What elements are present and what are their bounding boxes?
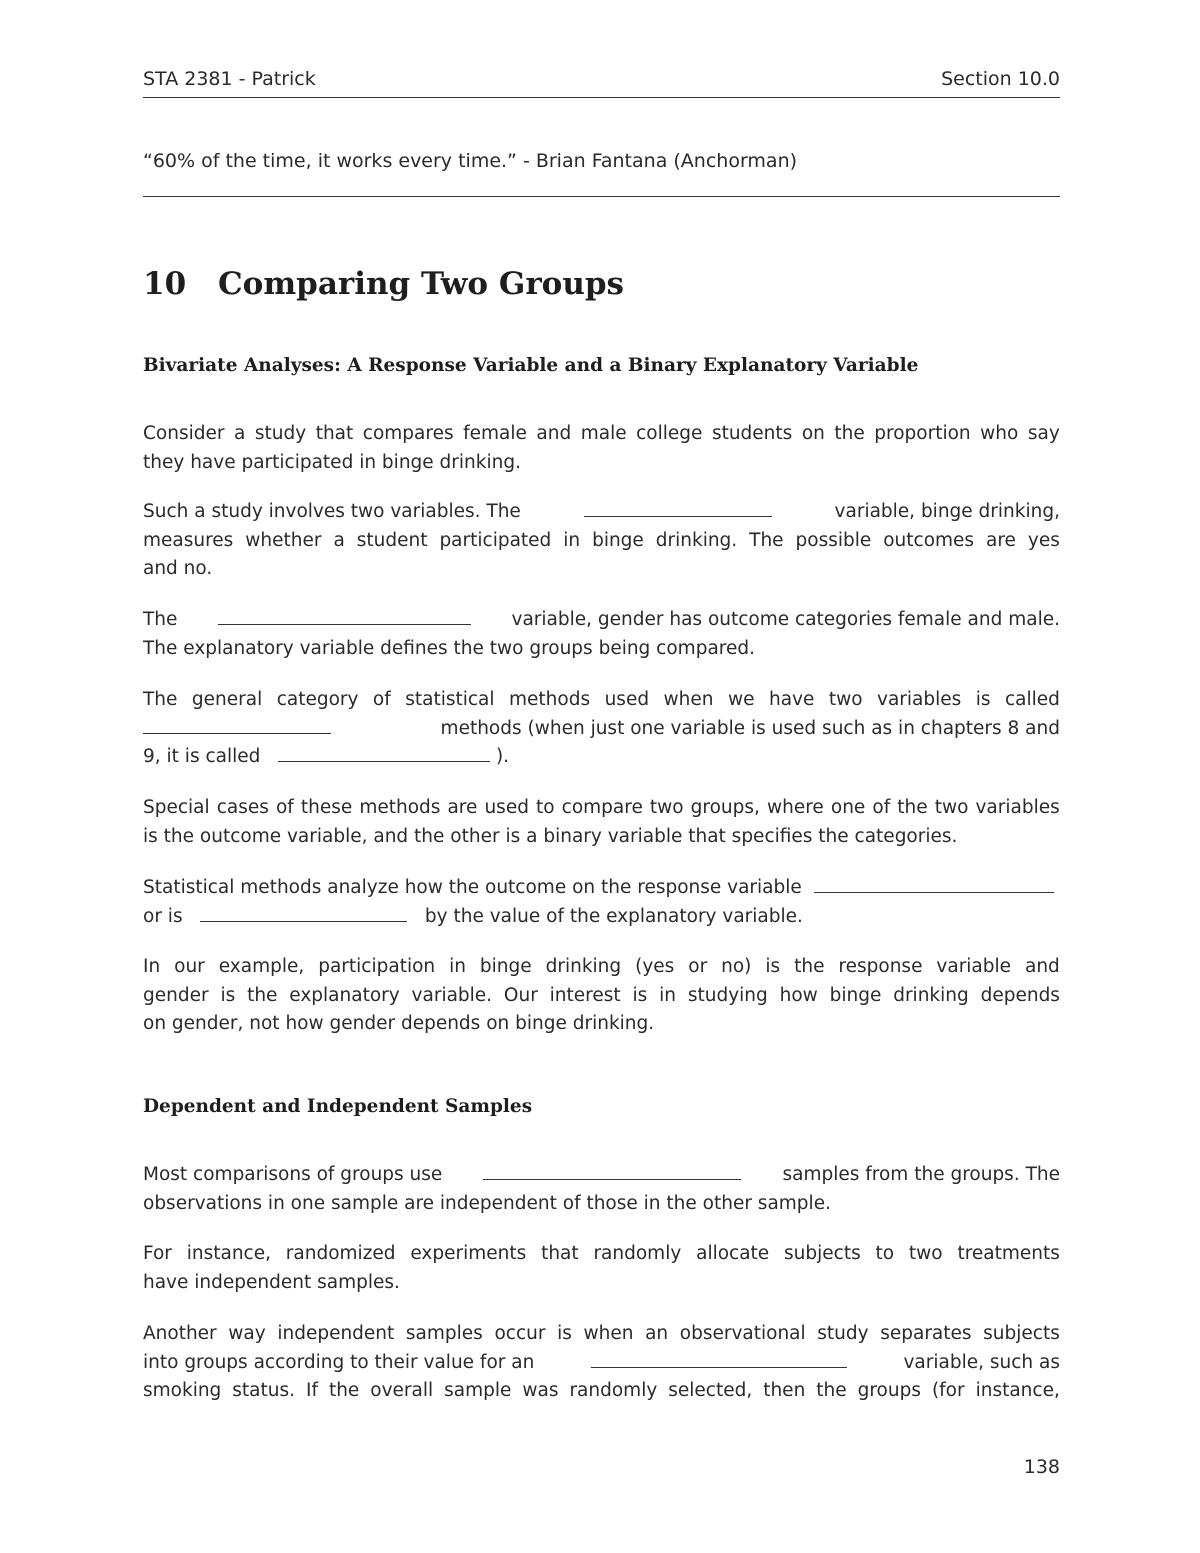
word: way xyxy=(228,1323,266,1344)
word: (for xyxy=(931,1380,965,1401)
text-segment: variable, binge drinking, xyxy=(834,501,1060,522)
fill-in-blank-depends[interactable] xyxy=(814,874,1054,893)
text-line xyxy=(143,1349,1060,1378)
word: whether xyxy=(245,529,322,551)
text-line xyxy=(143,420,1060,449)
word: experiments xyxy=(410,1243,527,1264)
word: and xyxy=(1025,956,1060,977)
word: proportion xyxy=(874,423,971,444)
word: compare xyxy=(561,797,643,818)
text-line xyxy=(143,743,1060,772)
word: binge xyxy=(592,529,644,551)
word: independent xyxy=(277,1323,395,1344)
word: used xyxy=(484,797,529,818)
word: the xyxy=(897,797,928,818)
word: measures xyxy=(143,529,234,551)
text-segment: or is xyxy=(143,905,183,927)
word: the xyxy=(247,984,278,1006)
word: who xyxy=(980,423,1019,444)
word: Another xyxy=(143,1323,217,1344)
word: occur xyxy=(494,1323,546,1344)
text-segment: methods (when just one variable is used such as in chapters 8 and xyxy=(440,717,1060,739)
word: subjects xyxy=(983,1323,1060,1344)
word: in xyxy=(449,956,466,977)
subheading-samples: Dependent and Independent Samples xyxy=(143,1096,533,1117)
paragraph-randomized xyxy=(143,1240,1060,1297)
word: student xyxy=(356,529,428,551)
word: in xyxy=(659,984,676,1006)
paragraph-study xyxy=(143,420,1060,477)
fill-in-blank-explanatory-2[interactable] xyxy=(591,1349,847,1368)
document-page xyxy=(143,0,1060,1553)
text-line xyxy=(143,953,1060,982)
word: when xyxy=(663,689,714,710)
paragraph-explanatory xyxy=(143,606,1060,663)
paragraph-comparisons xyxy=(143,1161,1060,1218)
word: is xyxy=(557,1323,572,1344)
word: drinking xyxy=(893,984,969,1006)
word: students xyxy=(711,423,793,444)
fill-in-blank-explained[interactable] xyxy=(200,903,407,922)
page-number: 138 xyxy=(1023,1456,1060,1478)
text-segment: 9, it is called xyxy=(143,746,261,767)
word: binge xyxy=(829,984,882,1006)
text-line xyxy=(143,715,1060,744)
fill-in-blank-univariate[interactable] xyxy=(278,743,490,762)
word: is xyxy=(632,984,648,1006)
text-line xyxy=(143,527,1060,556)
word: category xyxy=(276,689,359,710)
subheading-bivariate: Bivariate Analyses: A Response Variable and a Binary Explanatory Variable xyxy=(143,355,919,376)
text-segment: Statistical methods analyze how the outcome on the response variable xyxy=(143,877,802,898)
word: we xyxy=(727,689,755,710)
quote-rule xyxy=(143,196,1060,197)
word: Our xyxy=(503,984,538,1006)
word: the xyxy=(794,956,825,977)
word: groups, xyxy=(690,797,760,818)
word: variables xyxy=(877,689,962,710)
word: compares xyxy=(362,423,454,444)
word: general xyxy=(191,689,263,710)
word: variable. xyxy=(411,984,493,1006)
word: the xyxy=(834,423,865,444)
paragraph-methods xyxy=(143,686,1060,772)
word: two xyxy=(828,689,863,710)
word: methods xyxy=(359,797,441,818)
word: our xyxy=(174,956,205,977)
word: drinking. xyxy=(655,529,738,551)
word: study xyxy=(254,423,307,444)
word: The xyxy=(749,529,784,551)
word: randomly xyxy=(569,1380,658,1401)
word: where xyxy=(766,797,824,818)
word: possible xyxy=(795,529,872,551)
word: gender xyxy=(143,984,209,1006)
word: In xyxy=(143,956,161,977)
word: studying xyxy=(687,984,768,1006)
word: instance, xyxy=(975,1380,1060,1401)
text-line xyxy=(143,498,1060,527)
text-segment: by the value of the explanatory variable. xyxy=(424,905,803,927)
chapter-number: 10 xyxy=(143,266,187,302)
text-line xyxy=(143,1161,1060,1190)
word: selected, xyxy=(668,1380,753,1401)
text-segment: Such a study involves two variables. The xyxy=(143,501,521,522)
text-segment: variable, such as xyxy=(903,1351,1060,1373)
word: If xyxy=(305,1380,318,1401)
text-line xyxy=(143,1320,1060,1349)
word: is xyxy=(975,689,991,710)
text-line xyxy=(143,1240,1060,1269)
text-line: on gender, not how gender depends on binge drinking. xyxy=(143,1013,655,1034)
section-label: Section 10.0 xyxy=(941,68,1060,90)
word: depends xyxy=(980,984,1060,1006)
word: participated xyxy=(439,529,552,551)
word: the xyxy=(816,1380,847,1401)
word: example, xyxy=(218,956,305,977)
chapter-title: Comparing Two Groups xyxy=(218,266,624,302)
word: Special xyxy=(143,797,210,818)
word: interest xyxy=(549,984,621,1006)
word: of xyxy=(372,689,391,710)
text-segment: samples from the groups. The xyxy=(782,1164,1060,1185)
word: male xyxy=(580,423,627,444)
word: and xyxy=(536,423,572,444)
word: Consider xyxy=(143,423,225,444)
fill-in-blank-independent[interactable] xyxy=(483,1161,741,1180)
word: overall xyxy=(370,1380,434,1401)
word: yes xyxy=(1027,529,1060,551)
word: two xyxy=(934,797,969,818)
word: that xyxy=(315,423,354,444)
word: one xyxy=(830,797,866,818)
word: status. xyxy=(232,1380,296,1401)
text-line xyxy=(143,1377,1060,1406)
paragraph-observational xyxy=(143,1320,1060,1406)
word: have xyxy=(768,689,815,710)
word: the xyxy=(328,1380,360,1401)
word: treatments xyxy=(957,1243,1060,1264)
word: subjects xyxy=(784,1243,861,1264)
text-line: have independent samples. xyxy=(143,1271,400,1293)
word: response xyxy=(838,956,923,977)
word: no) xyxy=(721,956,752,977)
word: is xyxy=(220,984,236,1006)
word: that xyxy=(541,1243,579,1264)
paragraph-two-variables xyxy=(143,498,1060,584)
word: instance, xyxy=(186,1243,271,1264)
fill-in-blank-bivariate[interactable] xyxy=(143,715,331,734)
paragraph-special-cases xyxy=(143,794,1060,851)
word: college xyxy=(636,423,703,444)
word: a xyxy=(234,423,246,444)
word: called xyxy=(1005,689,1060,710)
paragraph-analyze xyxy=(143,874,1060,931)
text-segment: into groups according to their value for an xyxy=(143,1351,535,1373)
text-line xyxy=(143,794,1060,823)
text-segment: ). xyxy=(495,746,510,767)
text-segment: variable, gender has outcome categories female and male. xyxy=(511,609,1060,630)
word: allocate xyxy=(696,1243,770,1264)
word: binge xyxy=(479,956,532,977)
word: then xyxy=(763,1380,806,1401)
word: are xyxy=(986,529,1016,551)
word: when xyxy=(583,1323,634,1344)
fill-in-blank-response[interactable] xyxy=(584,498,772,517)
word: explanatory xyxy=(289,984,400,1006)
text-segment: The xyxy=(143,609,178,630)
text-line xyxy=(143,686,1060,715)
word: For xyxy=(143,1243,172,1264)
word: two xyxy=(908,1243,943,1264)
course-label: STA 2381 - Patrick xyxy=(143,68,316,90)
word: outcomes xyxy=(883,529,975,551)
word: is xyxy=(765,956,781,977)
word: of xyxy=(872,797,891,818)
word: smoking xyxy=(143,1380,222,1401)
word: an xyxy=(645,1323,669,1344)
epigraph-quote: “60% of the time, it works every time.” - Brian Fantana (Anchorman) xyxy=(143,150,798,172)
running-header xyxy=(143,68,1060,90)
word: cases xyxy=(216,797,269,818)
word: variable xyxy=(936,956,1012,977)
word: drinking xyxy=(545,956,622,977)
word: of xyxy=(275,797,294,818)
word: a xyxy=(333,529,345,551)
word: or xyxy=(688,956,708,977)
word: randomly xyxy=(593,1243,682,1264)
word: on xyxy=(801,423,825,444)
word: separates xyxy=(880,1323,972,1344)
word: was xyxy=(522,1380,559,1401)
word: participation xyxy=(318,956,436,977)
word: are xyxy=(447,797,478,818)
word: in xyxy=(563,529,581,551)
word: to xyxy=(875,1243,895,1264)
word: say xyxy=(1027,423,1060,444)
word: female xyxy=(463,423,527,444)
word: these xyxy=(300,797,353,818)
text-line: and no. xyxy=(143,558,213,579)
text-line xyxy=(143,903,1060,932)
text-line: observations in one sample are independent of those in the other sample. xyxy=(143,1192,831,1214)
text-line: is the outcome variable, and the other is a binary variable that specifies the categories. xyxy=(143,825,958,847)
text-line xyxy=(143,874,1060,903)
paragraph-example xyxy=(143,953,1060,1039)
word: groups xyxy=(857,1380,921,1401)
word: methods xyxy=(509,689,591,710)
text-line xyxy=(143,606,1060,635)
fill-in-blank-explanatory[interactable] xyxy=(218,606,471,625)
word: how xyxy=(779,984,818,1006)
word: sample xyxy=(444,1380,512,1401)
word: two xyxy=(649,797,684,818)
header-rule xyxy=(143,97,1060,98)
word: The xyxy=(143,689,178,710)
word: variables xyxy=(975,797,1060,818)
word: to xyxy=(536,797,555,818)
word: (yes xyxy=(635,956,675,977)
word: observational xyxy=(679,1323,806,1344)
text-segment: Most comparisons of groups use xyxy=(143,1164,443,1185)
text-line: they have participated in binge drinking. xyxy=(143,451,521,473)
word: statistical xyxy=(405,689,495,710)
word: study xyxy=(817,1323,869,1344)
text-line xyxy=(143,982,1060,1011)
chapter-heading xyxy=(143,266,624,302)
word: samples xyxy=(405,1323,483,1344)
word: randomized xyxy=(285,1243,396,1264)
word: used xyxy=(604,689,650,710)
text-line: The explanatory variable defines the two groups being compared. xyxy=(143,637,755,659)
